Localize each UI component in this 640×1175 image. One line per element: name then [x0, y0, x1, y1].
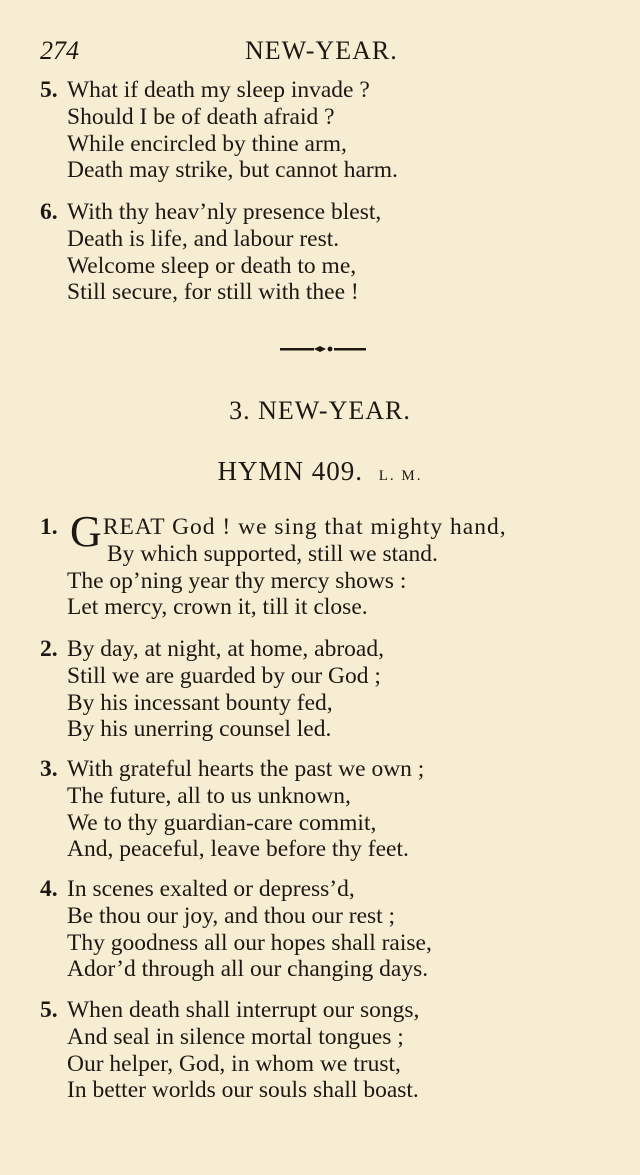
verse-line: By which supported, still we stand.	[107, 540, 438, 567]
verse-line: By his unerring counsel led.	[67, 716, 332, 743]
prev-verse-5	[40, 77, 600, 184]
verse-2	[40, 636, 600, 743]
verse-number: 5.	[40, 77, 58, 103]
running-head	[40, 36, 620, 68]
verse-line: Thy goodness all our hopes shall raise,	[67, 929, 432, 956]
verse-5	[40, 997, 600, 1104]
verse-line: And seal in silence mortal tongues ;	[67, 1023, 404, 1050]
drop-cap: G	[70, 507, 102, 556]
verse-line: Death may strike, but cannot harm.	[67, 157, 398, 184]
verse-line: In better worlds our souls shall boast.	[67, 1077, 419, 1104]
prev-verse-6	[40, 199, 600, 306]
verse-number: 6.	[40, 199, 58, 225]
hymn-meter: L. M.	[378, 468, 423, 484]
verse-line: REAT God ! we sing that mighty hand,	[102, 514, 507, 540]
hymn-label: HYMN 409.	[217, 456, 363, 486]
verse-number: 3.	[40, 756, 58, 782]
running-title: NEW-YEAR.	[245, 36, 398, 65]
verse-line: By his incessant bounty fed,	[67, 689, 333, 716]
verse-line: What if death my sleep invade ?	[67, 77, 370, 103]
verse-line: Should I be of death afraid ?	[67, 103, 335, 130]
ornament-divider-icon	[278, 343, 368, 355]
verse-line: With grateful hearts the past we own ;	[67, 756, 425, 782]
verse-line: Death is life, and labour rest.	[67, 225, 340, 252]
verse-line: Still we are guarded by our God ;	[67, 662, 381, 689]
verse-line: Let mercy, crown it, till it close.	[67, 594, 368, 621]
verse-number: 5.	[40, 997, 58, 1023]
verse-line: When death shall interrupt our songs,	[67, 997, 420, 1023]
section-title: 3. NEW-YEAR.	[229, 396, 411, 425]
verse-line: Still secure, for still with thee !	[67, 279, 359, 306]
verse-line: Welcome sleep or death to me,	[67, 252, 357, 279]
verse-line: Be thou our joy, and thou our rest ;	[67, 902, 396, 929]
verse-line: Our helper, God, in whom we trust,	[67, 1050, 401, 1077]
verse-number: 1.	[40, 514, 58, 540]
hymn-heading	[0, 456, 640, 487]
verse-line: With thy heav’nly presence blest,	[67, 199, 382, 225]
verse-3	[40, 756, 600, 863]
verse-4	[40, 876, 600, 983]
verse-line: While encircled by thine arm,	[67, 130, 347, 157]
verse-line: The future, all to us unknown,	[67, 782, 351, 809]
verse-line: The op’ning year thy mercy shows :	[67, 567, 407, 594]
verse-number: 2.	[40, 636, 58, 662]
verse-number: 4.	[40, 876, 58, 902]
verse-line: By day, at night, at home, abroad,	[67, 636, 384, 662]
verse-line: We to thy guardian-care commit,	[67, 809, 377, 836]
page-number: 274	[40, 36, 79, 65]
verse-line: In scenes exalted or depress’d,	[67, 876, 355, 902]
verse-1	[40, 507, 600, 621]
verse-line: And, peaceful, leave before thy feet.	[67, 836, 409, 863]
verse-line: Ador’d through all our changing days.	[67, 956, 429, 983]
